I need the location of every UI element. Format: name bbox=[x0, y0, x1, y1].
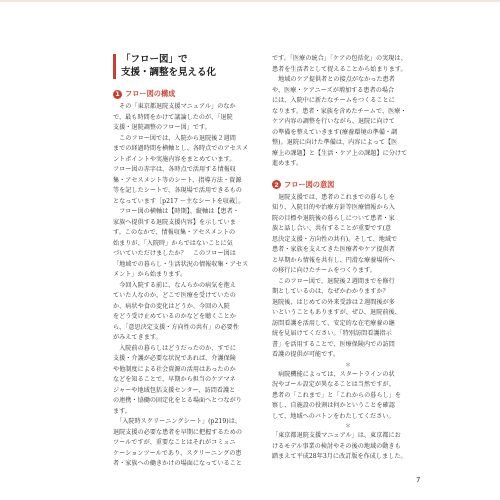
text-line: 「東京都退院支援マニュアル」は、東京都にお bbox=[272, 432, 401, 439]
text-line: 入院前の暮らしはどうだったのか、すでに bbox=[113, 344, 237, 352]
text-line: このフロー図で、退院後２週間までを修行 bbox=[272, 277, 395, 285]
title-line-1: 「フロー図」で bbox=[121, 54, 188, 65]
text-line: 院の目標や退院後の暮らしについて患者・家 bbox=[272, 214, 395, 222]
text-line: 族と話し合い、共有することが重要です(意 bbox=[272, 225, 392, 232]
right-column bbox=[272, 54, 424, 463]
top-rule bbox=[0, 0, 500, 2]
text-line: ら、「意思決定支援・方向性の共有」の必要性 bbox=[113, 323, 239, 331]
text-line: 支援・介護が必要な状況であれば、介護保険 bbox=[113, 355, 236, 362]
text-line: このフロー図では、入院から退院後２週間 bbox=[113, 134, 236, 142]
text-line: ケーションツールであり、スクリーニングの患 bbox=[113, 449, 242, 457]
text-line: や、医療・ケアニーズが増加する患者の場合 bbox=[272, 86, 395, 94]
asterisk-separator: ＊ bbox=[344, 361, 351, 369]
text-line: 退院後、はじめての外来受診は２週間後が多 bbox=[272, 298, 395, 306]
text-line: 患者の「これまで」と「これからの暮らし」を bbox=[272, 391, 402, 399]
text-line: や他制度による社会資源の活用はあったのか bbox=[113, 365, 236, 373]
text-line: 退院支援では、患者のこれまでの暮らしを bbox=[272, 193, 395, 201]
text-line: 期としているのは、なぜかわかりますか？ bbox=[272, 288, 389, 295]
text-line: フロー図の横軸は【時期】、縦軸は【患者・ bbox=[113, 208, 239, 215]
left-column bbox=[113, 54, 265, 470]
text-line: がみえてきます。 bbox=[113, 334, 162, 341]
text-line: などを知ることで、早期から担当のケアマネ bbox=[113, 376, 236, 383]
text-line: となっています［p217 ～主なシートを収載］。 bbox=[113, 197, 245, 205]
text-line: 病院機能によっては、スタートラインの状 bbox=[272, 370, 395, 378]
text-line: ツールですが、重要なことはそれがコミュニ bbox=[113, 439, 236, 446]
text-line: ントポイントや実施内容をまとめています。 bbox=[113, 155, 236, 163]
text-line: 地域のケア提供者との接点がなかった患者 bbox=[272, 76, 395, 83]
text-line: 訪問看護を活用して、安定的な在宅療養の継 bbox=[272, 319, 395, 327]
text-line: をどう受け止めているのかなどを聴くことか bbox=[113, 313, 236, 320]
text-line: 整)。退院に向けた準備は、内容によって【医 bbox=[272, 139, 398, 146]
text-line: 進めます。 bbox=[272, 160, 303, 167]
text-line: 看護の提供が可能です。 bbox=[272, 351, 340, 358]
text-line: その「東京都退院支援マニュアル」のなか bbox=[113, 103, 236, 110]
section-1-body bbox=[113, 102, 265, 470]
section-2-note bbox=[272, 431, 424, 463]
text-line: 況やゴール設定が異なることは当然ですが、 bbox=[272, 381, 395, 388]
text-line: 察し、自施設の役割は何かということを確認 bbox=[272, 402, 395, 409]
text-line: 「地域での暮らし・生活状況の情報収集・アセス bbox=[113, 260, 249, 268]
text-line: ケア内容の調整を行いながら、退院に向けて bbox=[272, 118, 395, 125]
text-line: 書」を活用することで、医療保険内での訪問 bbox=[272, 340, 395, 348]
text-line: の移行に向けたチームをつくります。 bbox=[272, 267, 376, 274]
text-line: 者・家族への働きかけの場面になっていること bbox=[113, 460, 243, 467]
right-intro-body bbox=[272, 54, 424, 170]
text-line: 思決定支援・方向性の共有)。そして、地域で bbox=[272, 235, 398, 243]
text-line: と早期から情報を共有し、円滑な療養場所へ bbox=[272, 256, 395, 264]
text-line: ジャーや地域包括支援センター、訪問看護と bbox=[113, 386, 236, 394]
text-line: 家族へ提供する退院支援内容】を示していま bbox=[113, 218, 236, 226]
section-2-body bbox=[272, 193, 424, 361]
text-line: 患者を生活者として捉えることから始まります。 bbox=[272, 65, 407, 73]
section-title: フロー図の構成 bbox=[125, 89, 176, 98]
text-line: で、最も時間をかけて議論したのが、「退院 bbox=[113, 113, 233, 121]
section-2-heading bbox=[272, 180, 424, 190]
section-title: フロー図の意図 bbox=[284, 179, 335, 189]
asterisk-separator: ＊ bbox=[344, 423, 351, 430]
text-line: 「入院時スクリーニングシート」(p219)は、 bbox=[113, 418, 242, 425]
text-line: 踏まえて平成28年3月に改訂版を作成しました。 bbox=[272, 453, 407, 460]
text-line: なります。患者・家族を含めたチームで、医療・ bbox=[272, 107, 407, 115]
section-number-badge: 2 bbox=[272, 180, 281, 189]
article-title bbox=[113, 54, 265, 79]
text-line: して、地域へのバトンをわたしてください。 bbox=[272, 412, 395, 420]
page-number: 7 bbox=[416, 476, 421, 484]
text-line: 集・アセスメント等のシート、指導方法・資源 bbox=[113, 176, 242, 184]
text-line: の連携・協働の固定化をとる場面へとつながり bbox=[113, 397, 242, 404]
text-line: メント」から始まります。 bbox=[113, 271, 187, 278]
section-number-badge: 1 bbox=[113, 90, 122, 99]
section-1-heading bbox=[113, 89, 265, 99]
text-line: ます。 bbox=[113, 407, 131, 415]
text-line: 退院支援の必要な患者を早期に把握するための bbox=[113, 428, 243, 436]
text-line: フロー図の赤字は、各時点で活用する情報収 bbox=[113, 166, 236, 173]
text-line: す。このなかで、情報収集・アセスメントの bbox=[113, 229, 236, 236]
text-line: です。「医療の統合」「ケアの包括化」の実現は、 bbox=[272, 55, 407, 62]
text-line: か、病状や食の変化はどうか、今回の入院 bbox=[113, 302, 230, 310]
text-line: 支援・退院調整のフロー図」です。 bbox=[113, 124, 211, 131]
text-line: 続を見届けてください。「特別訪問看護指示 bbox=[272, 330, 392, 337]
text-line: 知り、入院目的や治療方針等医療情報から入 bbox=[272, 204, 395, 211]
text-line: づいていただけましたか？ このフロー図は bbox=[113, 250, 236, 257]
text-line: 療上の課題】と【生活・ケア上の課題】に分けて bbox=[272, 149, 408, 157]
text-line: けるモデル事業の検討やその後の地域の動きも bbox=[272, 442, 401, 450]
text-line: ていた人なのか、どこで医療を受けていたの bbox=[113, 292, 236, 299]
text-line: 患者・家族を支えてきた医療者やケア提供者 bbox=[272, 246, 395, 253]
section-2-body-2 bbox=[272, 370, 424, 423]
text-line: には、入院中に新たなチームをつくることに bbox=[272, 97, 395, 104]
text-line: 今回入院する前に、なんらかの病気を抱え bbox=[113, 281, 236, 289]
title-line-2: 支援・調整を見える化 bbox=[121, 66, 217, 78]
text-line: 始まりが、「入院時」からではないことに気 bbox=[113, 239, 233, 247]
text-line: の準備を整えていきます(療養環境の準備・調 bbox=[272, 128, 398, 136]
text-line: までの経過時間を横軸とし、各時点でのアセスメ bbox=[113, 145, 249, 152]
text-line: 等を記したシートで、各現場で活用できるもの bbox=[113, 187, 242, 194]
text-line: いということもありますが、ぜひ、退院前後、 bbox=[272, 309, 401, 316]
